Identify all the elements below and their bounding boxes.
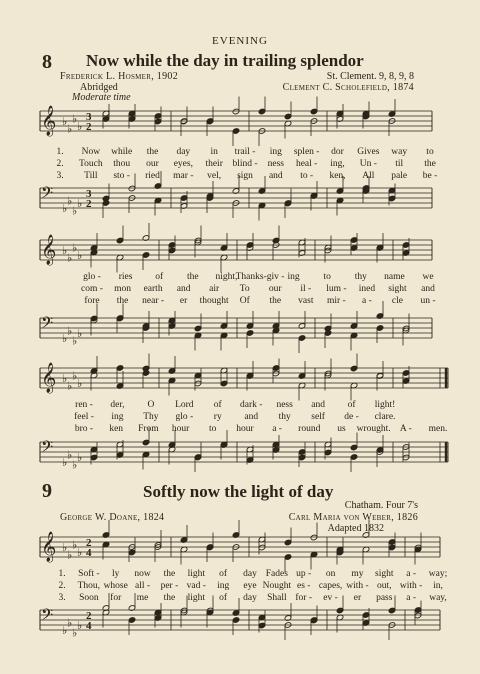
lyric-syllable: for - [295, 593, 313, 603]
lyric-syllable: ried [145, 171, 160, 181]
lyric-syllable: fore [84, 296, 100, 306]
lyric-syllable: blind - [232, 159, 258, 169]
lyric-syllable: Gives [357, 147, 380, 157]
lyric-syllable: self [311, 412, 325, 422]
flat-icon: ♭ [62, 245, 68, 257]
lyric-syllable: ness [267, 159, 285, 169]
lyric-syllable: near - [142, 296, 165, 306]
lyric-syllable: Lord [175, 400, 194, 410]
lyric-syllable: thy [354, 272, 367, 282]
lyric-syllable: mir - [326, 296, 346, 306]
flat-icon: ♭ [77, 378, 83, 390]
lyric-syllable: vel, [207, 171, 222, 181]
author: Frederick L. Hosmer, 1902 [60, 71, 179, 82]
time-signature: 2 [86, 537, 92, 549]
lyric-syllable: thy [278, 412, 291, 422]
lyric-syllable: the [163, 593, 176, 603]
lyric-syllable: glo - [83, 272, 101, 282]
lyric-syllable: us [337, 424, 346, 434]
lyric-syllable: vast [298, 296, 314, 306]
lyric-syllable: to [323, 272, 331, 282]
lyric-syllable: way; [428, 569, 448, 579]
flat-icon: ♭ [77, 620, 83, 632]
lyric-syllable: a - [406, 593, 417, 603]
lyric-syllable: hour [171, 424, 190, 434]
lyric-syllable: til [395, 159, 404, 169]
flat-icon: ♭ [77, 328, 83, 340]
tune-name: Chatham. Four 7's [344, 500, 418, 511]
lyric-syllable: Thanks-giv - [235, 272, 285, 282]
bass-clef-icon: 𝄢 [41, 184, 54, 206]
flat-icon: ♭ [62, 373, 68, 385]
lyric-syllable: il - [300, 284, 312, 294]
lyric-syllable: glo - [175, 412, 194, 422]
treble-clef-icon: 𝄞 [41, 106, 57, 136]
lyric-syllable: com - [81, 284, 103, 294]
lyric-syllable: of [155, 272, 164, 282]
lyric-syllable: dark - [240, 400, 263, 410]
author-note: Abridged [80, 82, 118, 93]
lyric-syllable: air [209, 284, 220, 294]
lyric-syllable: their [205, 159, 223, 169]
hymn-title: Softly now the light of day [143, 482, 334, 501]
lyric-syllable: Soon [79, 593, 99, 603]
lyric-syllable: dor [331, 147, 344, 157]
flat-icon: ♭ [62, 116, 68, 128]
lyric-syllable: sign [237, 171, 253, 181]
lyric-syllable: Soft - [78, 569, 100, 579]
lyric-syllable: a - [406, 569, 417, 579]
lyric-syllable: Fades [265, 569, 288, 579]
lyric-syllable: and [176, 284, 191, 294]
lyric-syllable: O [147, 400, 155, 410]
lyric-syllable: night, [215, 272, 238, 282]
lyric-syllable: ly [112, 569, 120, 579]
flat-icon: ♭ [72, 205, 78, 218]
flat-icon: ♭ [72, 459, 78, 472]
lyric-syllable: ness [276, 400, 293, 410]
lyric-syllable: A - [399, 424, 412, 434]
lyric-syllable: with - [346, 581, 369, 591]
lyric-syllable: vad - [186, 581, 206, 591]
lyric-syllable: up - [296, 569, 312, 579]
hymn-title: Now while the day in trailing splendor [86, 51, 364, 70]
time-signature: 2 [86, 198, 92, 210]
lyric-syllable: clare. [374, 412, 396, 422]
flat-icon: ♭ [72, 113, 78, 126]
lyric-syllable: out, [377, 581, 392, 591]
lyric-syllable: er [353, 593, 362, 603]
flat-icon: ♭ [62, 457, 68, 469]
flat-icon: ♭ [77, 547, 83, 559]
flat-icon: ♭ [62, 203, 68, 215]
lyric-syllable: to [426, 147, 434, 157]
lyric-syllable: er [179, 296, 188, 306]
lyric-syllable: ing [287, 272, 300, 282]
lyric-syllable: all - [135, 581, 151, 591]
treble-clef-icon: 𝄞 [41, 363, 57, 393]
author: George W. Doane, 1824 [60, 512, 165, 523]
lyric-syllable: way, [429, 593, 447, 603]
lyric-syllable: Thou, [77, 581, 101, 591]
hymn-number: 8 [42, 51, 52, 73]
lyric-syllable: capes, [318, 581, 343, 591]
flat-icon: ♭ [72, 335, 78, 348]
lyric-syllable: sight [375, 569, 394, 579]
lyric-syllable: de - [344, 412, 359, 422]
lyric-syllable: of [219, 593, 228, 603]
bass-clef-icon: 𝄢 [41, 606, 54, 628]
lyric-syllable: the [116, 296, 129, 306]
lyric-syllable: 1. [58, 569, 66, 579]
lyric-syllable: to - [300, 171, 314, 181]
treble-clef-icon: 𝄞 [41, 235, 57, 265]
tempo-marking: Moderate time [72, 92, 131, 103]
lyric-syllable: thought [199, 296, 229, 306]
lyric-syllable: Thy [143, 412, 159, 422]
lyric-syllable: Touch [79, 159, 103, 169]
lyric-syllable: of [219, 569, 228, 579]
lyric-syllable: bro - [74, 424, 94, 434]
flat-icon: ♭ [72, 242, 78, 255]
lyric-syllable: the [163, 569, 176, 579]
lyric-syllable: the [186, 272, 199, 282]
lyric-syllable: lum - [326, 284, 347, 294]
lyric-syllable: thou [113, 159, 131, 169]
lyric-syllable: and [244, 412, 259, 422]
lyric-syllable: heal - [295, 159, 318, 169]
lyric-syllable: From [138, 424, 159, 434]
flat-icon: ♭ [67, 252, 73, 265]
time-signature: 4 [86, 620, 92, 632]
lyric-syllable: day [243, 593, 257, 603]
flat-icon: ♭ [67, 195, 73, 208]
composer: Carl Maria von Weber, 1826 [288, 512, 418, 523]
composer-note: Adapted 1832 [327, 523, 384, 534]
lyric-syllable: light! [374, 400, 396, 410]
composer: Clement C. Scholefield, 1874 [282, 82, 414, 93]
lyric-syllable: men. [428, 424, 448, 434]
lyric-syllable: with - [399, 581, 423, 591]
time-signature: 2 [86, 121, 92, 133]
lyric-syllable: in [210, 147, 218, 157]
lyric-syllable: Of [239, 296, 250, 306]
lyric-syllable: our [146, 159, 159, 169]
bass-clef-icon: 𝄢 [41, 314, 54, 336]
lyric-syllable: Shall [267, 593, 287, 603]
lyric-syllable: now [134, 569, 151, 579]
lyric-syllable: and [421, 284, 435, 294]
flat-icon: ♭ [72, 539, 78, 552]
lyric-syllable: es - [296, 581, 311, 591]
flat-icon: ♭ [77, 452, 83, 464]
lyric-syllable: All [362, 171, 375, 181]
treble-clef-icon: 𝄞 [41, 532, 57, 562]
flat-icon: ♭ [77, 198, 83, 210]
lyric-syllable: per - [160, 581, 179, 591]
lyric-syllable: To [239, 284, 250, 294]
lyric-syllable: ing, [330, 159, 345, 169]
lyric-syllable: me [136, 593, 149, 603]
lyric-syllable: ined [358, 284, 376, 294]
lyric-syllable: ken [109, 424, 124, 434]
flat-icon: ♭ [67, 617, 73, 630]
lyric-syllable: light [187, 593, 205, 603]
lyric-syllable: ing [269, 147, 282, 157]
lyric-syllable: be - [422, 171, 438, 181]
lyric-syllable: a - [362, 296, 372, 306]
hymn-number: 9 [42, 480, 52, 502]
lyric-syllable: ken, [329, 171, 346, 181]
lyric-syllable: eyes, [173, 159, 193, 169]
lyric-syllable: cle [391, 296, 403, 306]
lyric-syllable: sto - [113, 171, 130, 181]
lyric-syllable: hour [236, 424, 254, 434]
lyric-syllable: trail - [234, 147, 256, 157]
flat-icon: ♭ [67, 549, 73, 562]
lyric-syllable: mar - [173, 171, 194, 181]
lyric-syllable: ing [111, 412, 124, 422]
lyric-syllable: whose [103, 581, 128, 591]
lyric-syllable: light [187, 569, 205, 579]
flat-icon: ♭ [77, 121, 83, 133]
lyric-syllable: the [269, 296, 282, 306]
lyric-syllable: a - [272, 424, 282, 434]
lyric-syllable: sight [388, 284, 407, 294]
time-signature: 3 [86, 111, 92, 123]
lyric-syllable: and [311, 400, 325, 410]
lyric-syllable: while [111, 147, 133, 157]
flat-icon: ♭ [67, 449, 73, 462]
lyric-syllable: un - [420, 296, 436, 306]
time-signature: 4 [86, 547, 92, 559]
flat-icon: ♭ [67, 123, 73, 136]
section-title: EVENING [212, 35, 268, 47]
flat-icon: ♭ [77, 250, 83, 262]
lyric-syllable: we [422, 272, 434, 282]
lyric-syllable: ev - [323, 593, 338, 603]
lyric-syllable: pass [376, 593, 393, 603]
lyric-syllable: ren - [75, 400, 93, 410]
lyric-syllable: ing [217, 581, 230, 591]
lyric-syllable: day [243, 569, 257, 579]
flat-icon: ♭ [62, 542, 68, 554]
lyric-syllable: in, [433, 581, 443, 591]
time-signature: 2 [86, 610, 92, 622]
lyric-syllable: the [424, 159, 436, 169]
lyric-syllable: ries [118, 272, 133, 282]
lyric-syllable: Nought [262, 581, 292, 591]
lyric-syllable: day [176, 147, 191, 157]
bass-clef-icon: 𝄢 [41, 438, 54, 460]
lyric-syllable: our [268, 284, 282, 294]
flat-icon: ♭ [62, 625, 68, 637]
lyric-syllable: and [268, 171, 283, 181]
lyric-syllable: der, [110, 400, 125, 410]
lyric-syllable: of [347, 400, 356, 410]
lyric-syllable: 1. [56, 147, 64, 157]
time-signature: 3 [86, 188, 92, 200]
lyric-syllable: wrought. [356, 424, 391, 434]
flat-icon: ♭ [72, 627, 78, 640]
lyric-syllable: pale [391, 171, 408, 181]
flat-icon: ♭ [67, 325, 73, 338]
lyric-syllable: round [298, 424, 321, 434]
lyric-syllable: 3. [56, 171, 64, 181]
lyric-syllable: way [391, 147, 408, 157]
lyric-syllable: 2. [58, 581, 66, 591]
flat-icon: ♭ [72, 370, 78, 383]
lyric-syllable: 3. [58, 593, 66, 603]
lyric-syllable: of [213, 400, 222, 410]
lyric-syllable: Un - [359, 159, 377, 169]
lyric-syllable: name [384, 272, 405, 282]
flat-icon: ♭ [62, 333, 68, 345]
tune-name: St. Clement. 9, 8, 9, 8 [326, 71, 414, 82]
lyric-syllable: for [110, 593, 122, 603]
flat-icon: ♭ [67, 380, 73, 393]
lyric-syllable: feel - [74, 412, 94, 422]
lyric-syllable: my [351, 569, 364, 579]
lyric-syllable: ry [213, 412, 222, 422]
lyric-syllable: eye [243, 581, 257, 591]
lyric-syllable: 2. [56, 159, 64, 169]
staff-lines [40, 610, 440, 630]
lyric-syllable: splen - [293, 147, 320, 157]
lyric-syllable: Now [81, 147, 101, 157]
lyric-syllable: Till [84, 171, 98, 181]
lyric-syllable: on [325, 569, 336, 579]
lyric-syllable: to [209, 424, 217, 434]
lyric-syllable: earth [143, 284, 163, 294]
lyric-syllable: the [146, 147, 159, 157]
lyric-syllable: mon [114, 284, 131, 294]
